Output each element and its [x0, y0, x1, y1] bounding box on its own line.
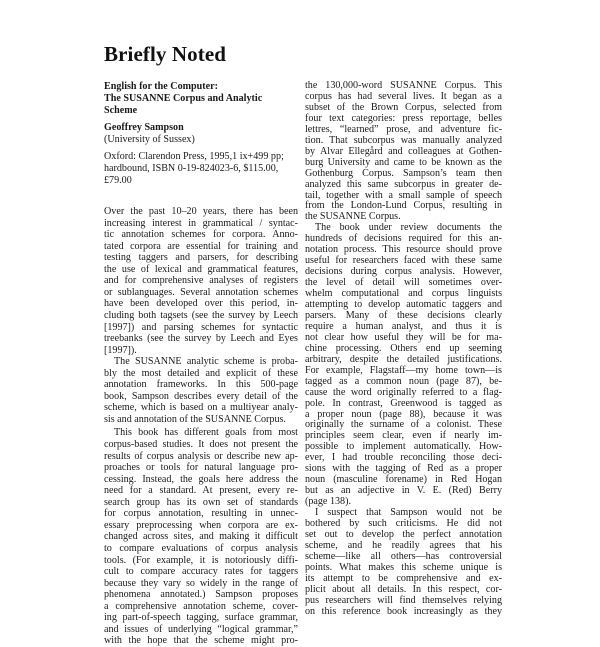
- body-text-line: changed across sites, and making it difficult: [104, 531, 298, 543]
- body-text-line: lettres, “learned” prose, and adventure fic-: [305, 123, 502, 135]
- body-text-line: cessing. Instead, the goals here address the: [104, 473, 298, 485]
- body-text-line: proaches or tools for natural language pro-: [104, 462, 298, 474]
- body-text-line: but as an adjective in V. E. (Red) Berry: [305, 485, 502, 497]
- body-text-line: pole. In contrast, Greenwood is tagged as: [305, 397, 502, 409]
- body-text-line: or sublanguages. Several annotation schemes: [104, 286, 298, 298]
- body-text-line: parsers. Many of these decisions clearly: [305, 309, 502, 321]
- body-text-line: results of corpus analysis or describe new ap-: [104, 450, 298, 462]
- body-text-line: (page 138).: [305, 496, 351, 508]
- body-text-line: chine processing. Others end up seeming: [305, 342, 502, 354]
- body-text-line: possible to implement automatically. How-: [305, 441, 502, 453]
- body-text-line: hundreds of decisions required for this an-: [305, 233, 502, 245]
- body-text-line: tated corpora are essential for training and: [104, 240, 298, 252]
- body-text-line: plicit about all details. In this respect, cor-: [305, 583, 502, 595]
- body-text-line: because they vary so widely in the range of: [104, 577, 298, 589]
- body-text-line: treebanks (see the survey by Leech and Eyes: [104, 333, 298, 345]
- body-text-line: notation process. This resource should prove: [305, 244, 502, 256]
- body-text-line: pus researchers will find themselves relying: [305, 594, 502, 606]
- body-text-line: ever, I had trouble reconciling those deci-: [305, 452, 502, 464]
- body-text-line: cause the word originally referred to a flag-: [305, 386, 502, 398]
- body-text-line: set out to develop the perfect annotation: [305, 528, 502, 540]
- publication-details-line: Oxford: Clarendon Press, 1995,1 ix+499 pp;: [104, 151, 284, 162]
- body-text-line: search group has its own set of standards: [104, 496, 298, 508]
- body-text-line: burg University and came to be known as the: [305, 156, 502, 168]
- body-text-line: a comprehensive annotation scheme, cover-: [104, 600, 298, 612]
- body-text-line: scheme, which is based on a multiyear analy-: [104, 402, 298, 414]
- body-text-line: on this reference book increasingly as they: [305, 605, 502, 617]
- body-text-line: subset of the Brown Corpus, selected from: [305, 101, 502, 113]
- body-text-line: from the London-Lund Corpus, resulting in: [305, 200, 502, 212]
- body-text-line: its attempt to be comprehensive and ex-: [305, 572, 502, 584]
- body-text-line: tagged as a common noun (page 87), be-: [305, 375, 502, 387]
- book-title-line: The SUSANNE Corpus and Analytic: [104, 93, 263, 104]
- body-text-line: for corpus annotation, resulting in unnec-: [104, 508, 298, 520]
- body-text-line: phenomena annotated.) Sampson proposes: [104, 589, 298, 601]
- body-text-line: scheme—like all others—has controversial: [305, 550, 502, 562]
- body-text-line: sions with the tagging of Red as a proper: [305, 463, 502, 475]
- body-text-line: tools. (For example, it is notoriously diffi-: [104, 554, 298, 566]
- body-text-line: This book has different goals from most: [114, 427, 298, 439]
- body-text-line: bly the most detailed and explicit of these: [104, 367, 298, 379]
- body-text-line: need for a standard. At present, every re-: [104, 485, 298, 497]
- body-text-line: [1997]).: [104, 344, 137, 356]
- body-text-line: Over the past 10–20 years, there has been: [104, 206, 298, 217]
- book-title-line: English for the Computer:: [104, 81, 218, 92]
- body-text-line: by Alvar Ellegård and colleagues at Gothen-: [305, 145, 502, 157]
- body-text-line: decisions during corpus analysis. However,: [305, 266, 502, 278]
- body-text-line: tic annotation schemes for corpora. Anno-: [104, 229, 298, 241]
- body-text-line: The SUSANNE analytic scheme is proba-: [114, 356, 298, 368]
- body-text-line: corpus has had several lives. It began as a: [305, 90, 502, 102]
- body-text-line: cluding both tagsets (see the survey by Leech: [104, 309, 298, 321]
- body-text-line: principles seem clear, even if nearly im-: [305, 430, 502, 442]
- book-title-line: Scheme: [104, 105, 138, 116]
- body-text-line: attempting to develop automatic taggers and: [305, 299, 502, 310]
- body-text-line: annotation frameworks. In this 500-page: [104, 379, 298, 391]
- body-text-line: arbitrary, despite the detailed justifications.: [305, 353, 502, 365]
- body-text-line: [1997]) and parsing schemes for syntactic: [104, 321, 298, 333]
- body-text-line: the use of lexical and grammatical features,: [104, 263, 298, 275]
- body-text-line: scheme, and he readily agrees that his: [305, 539, 502, 551]
- body-text-line: with the hope that the scheme might pro-: [104, 635, 298, 647]
- body-text-line: Gothenburg Corpus. Sampson’s team then: [305, 167, 502, 179]
- body-text-line: tion. That subcorpus was manually analyzed: [305, 134, 502, 146]
- body-text-line: a proper noun (page 88), because it was: [305, 408, 502, 420]
- body-text-line: testing taggers and parsers, for describing: [104, 252, 298, 264]
- body-text-line: increasing interest in grammatical / syntac-: [104, 217, 298, 229]
- body-text-line: For example, Flagstaff—my home town—is: [305, 364, 502, 376]
- body-text-line: ing part-of-speech tagging, surface grammar,: [104, 612, 298, 624]
- body-text-line: noun (masculine forename) in Red Hogan: [305, 474, 502, 486]
- body-text-line: corpus-based studies. It does not present the: [104, 439, 298, 450]
- body-text-line: the 130,000-word SUSANNE Corpus. This: [305, 80, 502, 91]
- body-text-line: cult to compare accuracy rates for taggers: [104, 566, 298, 578]
- publication-details-line: hardbound, ISBN 0-19-824023-6, $115.00,: [104, 163, 279, 174]
- body-text-line: to compare evaluations of corpus analysis: [104, 542, 298, 554]
- body-text-line: and for comprehensive analyses of registers: [104, 275, 298, 287]
- body-text-line: and issues of underlying “logical grammar,”: [104, 623, 298, 635]
- body-text-line: whelm computational and corpus linguists: [305, 288, 502, 300]
- body-text-line: have been developed over this period, in-: [104, 298, 298, 310]
- section-title: Briefly Noted: [104, 42, 227, 66]
- body-text-line: require a human analyst, and thus it is: [305, 320, 502, 332]
- body-text-line: book, Sampson describes every detail of the: [104, 390, 298, 402]
- body-text-line: I suspect that Sampson would not be: [315, 507, 502, 519]
- body-text-line: useful for researchers faced with these same: [305, 255, 502, 267]
- author-affiliation: (University of Sussex): [104, 134, 195, 145]
- author-name: Geoffrey Sampson: [104, 122, 184, 133]
- body-text-line: points. What makes this scheme unique is: [305, 561, 502, 573]
- publication-details-line: £79.00: [104, 175, 132, 186]
- body-text-line: sis and annotation of the SUSANNE Corpus.: [104, 413, 286, 425]
- body-text-line: tail, together with a small sample of speech: [305, 189, 502, 201]
- body-text-line: four text categories: press reportage, belles: [305, 112, 502, 124]
- body-text-line: the level of detail will sometimes over-: [305, 277, 502, 289]
- body-text-line: analyzed this same subcorpus in greater de-: [305, 178, 502, 190]
- body-text-line: the SUSANNE Corpus.: [305, 211, 401, 223]
- body-text-line: originally the surname of a colonist. These: [305, 419, 502, 431]
- body-text-line: The book under review documents the: [315, 222, 502, 234]
- body-text-line: bothered by such criticisms. He did not: [305, 518, 502, 529]
- body-text-line: essary preprocessing when corpora are ex-: [104, 519, 298, 531]
- body-text-line: not clear how useful they will be for ma-: [305, 331, 502, 343]
